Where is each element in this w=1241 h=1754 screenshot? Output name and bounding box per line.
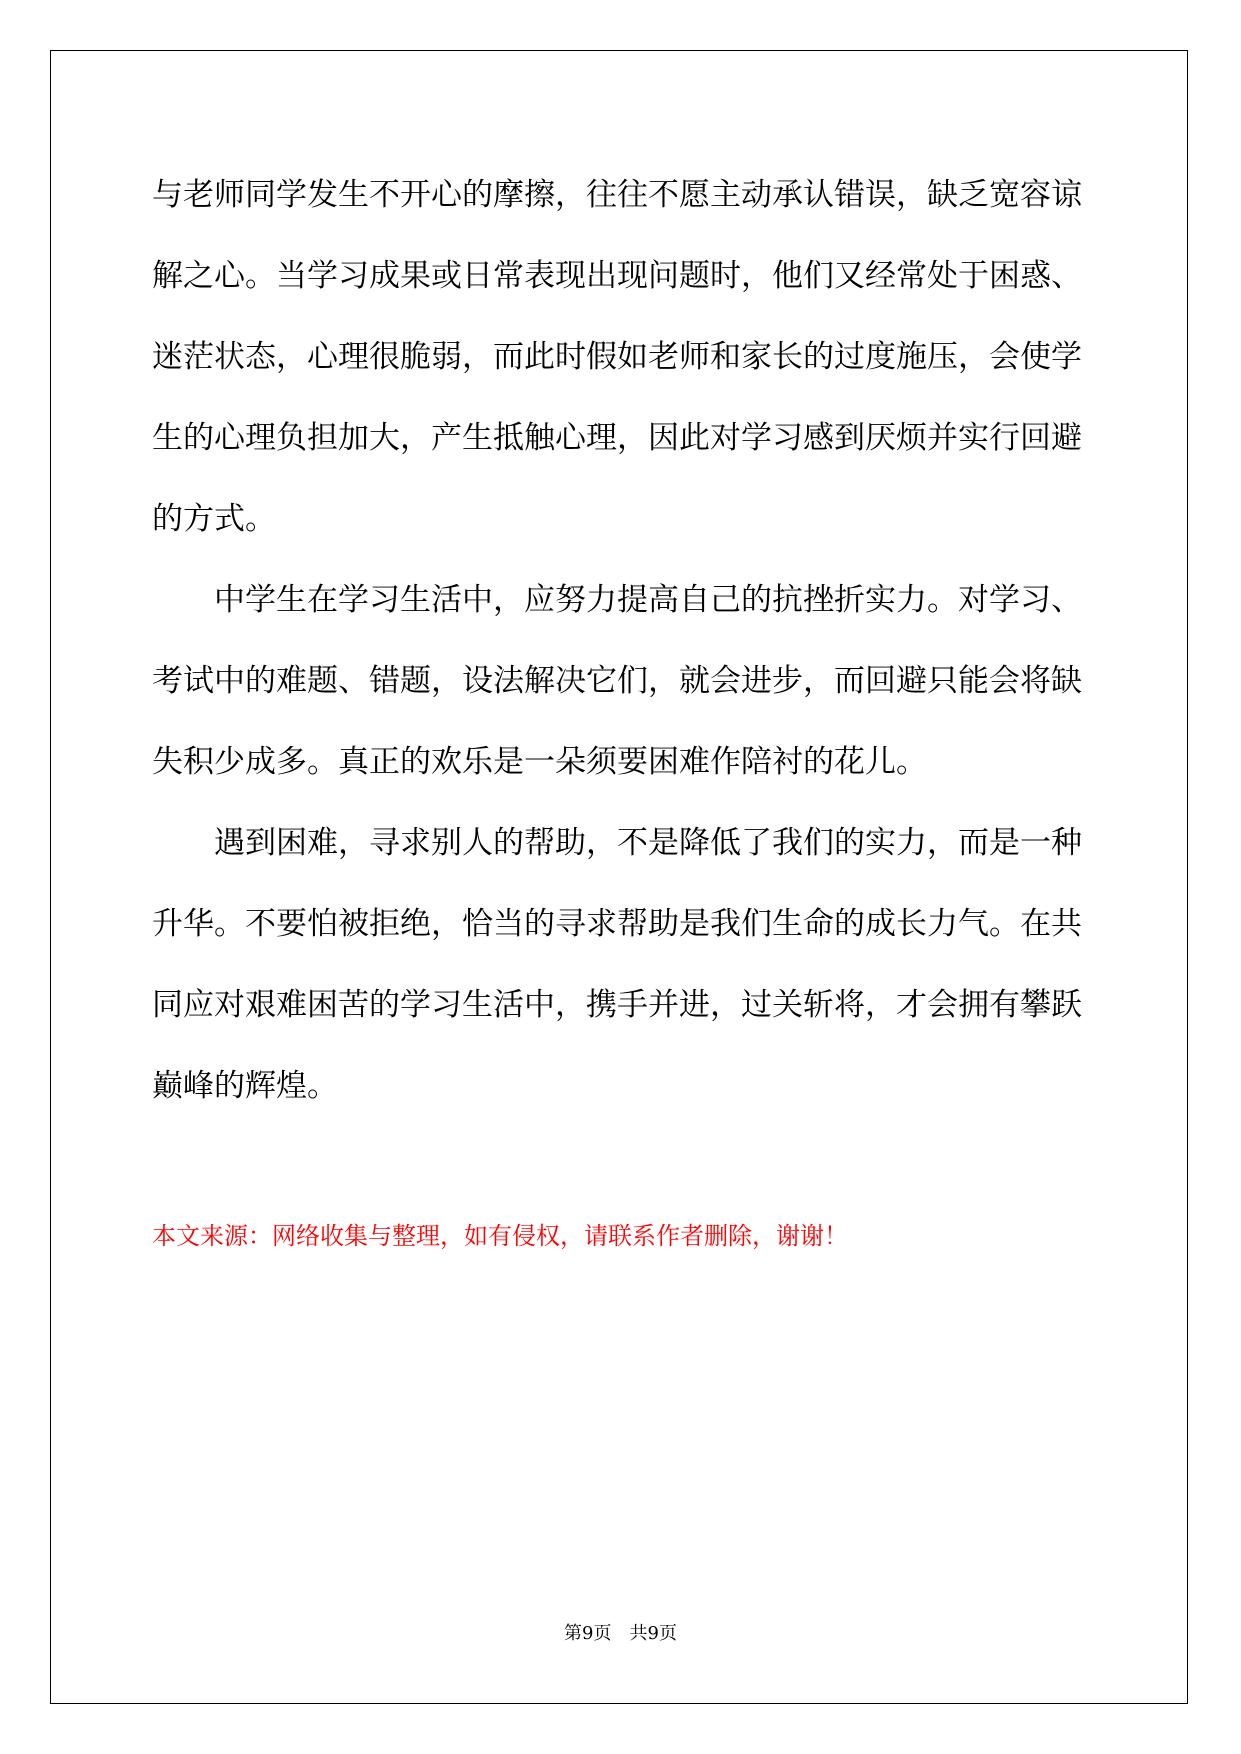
paragraph-2-line-3: 失积少成多。真正的欢乐是一朵须要困难作陪衬的花儿。 <box>152 744 927 780</box>
paragraph-1-line-5: 的方式。 <box>152 501 276 537</box>
paragraph-3-line-3: 同应对艰难困苦的学习生活中，携手并进，过关斩将，才会拥有攀跃 <box>152 987 1082 1023</box>
paragraph-3-line-4: 巅峰的辉煌。 <box>152 1068 338 1104</box>
paragraph-3-line-1: 遇到困难，寻求别人的帮助，不是降低了我们的实力，而是一种 <box>152 825 1082 861</box>
paragraph-2-line-2: 考试中的难题、错题，设法解决它们，就会进步，而回避只能会将缺 <box>152 663 1082 699</box>
paragraph-1-line-2: 解之心。当学习成果或日常表现出现问题时，他们又经常处于困惑、 <box>152 258 1082 294</box>
source-note: 本文来源：网络收集与整理，如有侵权，请联系作者删除，谢谢！ <box>152 1222 848 1250</box>
paragraph-1-line-1: 与老师同学发生不开心的摩擦，往往不愿主动承认错误，缺乏宽容谅 <box>152 177 1082 213</box>
paragraph-3-line-2: 升华。不要怕被拒绝，恰当的寻求帮助是我们生命的成长力气。在共 <box>152 906 1082 942</box>
document-body <box>152 155 1097 1127</box>
page-number-footer: 第9页 共9页 <box>564 1623 677 1644</box>
paragraph-1-line-4: 生的心理负担加大，产生抵触心理，因此对学习感到厌烦并实行回避 <box>152 420 1082 456</box>
paragraph-1-line-3: 迷茫状态，心理很脆弱，而此时假如老师和家长的过度施压，会使学 <box>152 339 1082 375</box>
paragraph-2-line-1: 中学生在学习生活中，应努力提高自己的抗挫折实力。对学习、 <box>152 582 1082 618</box>
